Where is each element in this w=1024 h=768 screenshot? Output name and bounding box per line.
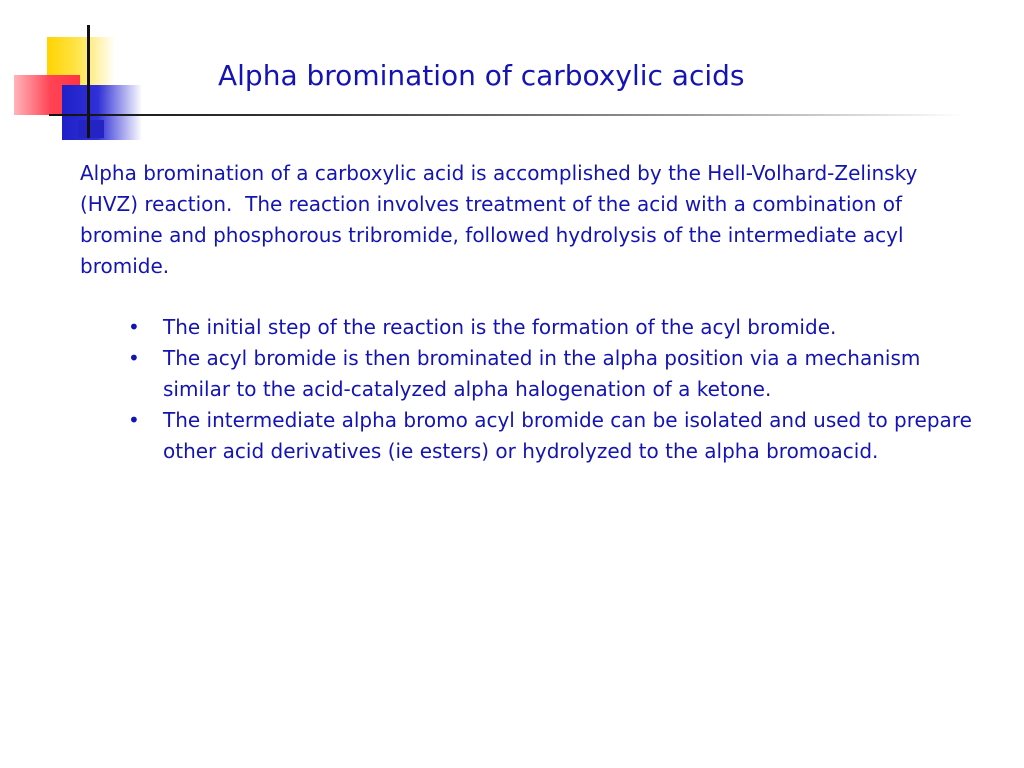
bullet-text: The intermediate alpha bromo acyl bromide can be isolated and used to prepare other acid derivatives (ie esters) or hydrolyzed to the alpha bromoacid. [163, 408, 972, 463]
decorative-logo [0, 0, 150, 150]
slide-title: Alpha bromination of carboxylic acids [218, 59, 745, 92]
bullet-item [128, 405, 973, 467]
bullet-icon: • [128, 346, 140, 370]
bullet-list [128, 312, 973, 467]
bullet-icon: • [128, 408, 140, 432]
bullet-item [128, 343, 973, 405]
bullet-text: The acyl bromide is then brominated in the alpha position via a mechanism similar to the acid-catalyzed alpha halogenation of a ketone. [163, 346, 921, 401]
title-underline-rule [49, 114, 964, 116]
intro-paragraph: Alpha bromination of a carboxylic acid is accomplished by the Hell-Volhard-Zelinsky (HVZ) reaction. The reaction involves treatment of the acid with a combination of bromine and phosphorous tribromide, followed hydrolysis of the intermediate acyl bromide. [80, 161, 918, 278]
vertical-rule [87, 25, 90, 138]
bullet-icon: • [128, 315, 140, 339]
blue-small-square [78, 120, 104, 138]
bullet-item [128, 312, 973, 343]
bullet-text: The initial step of the reaction is the formation of the acyl bromide. [163, 315, 837, 339]
